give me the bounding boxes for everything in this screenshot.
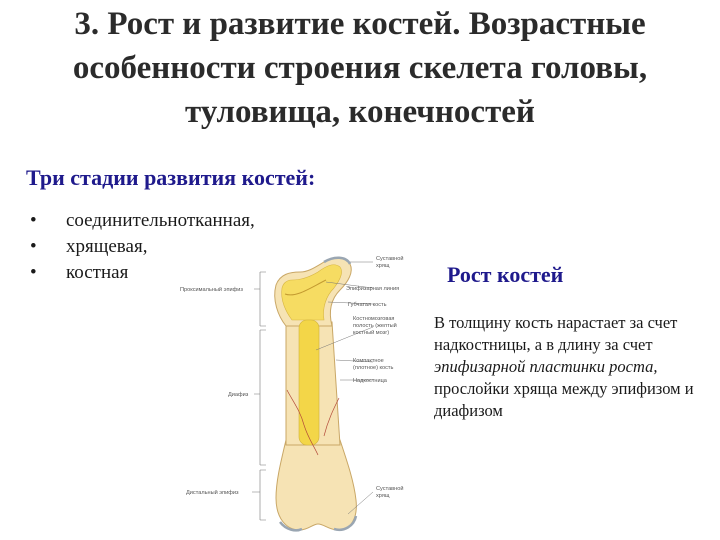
- label-compact-bone-2: (плотное) кость: [353, 365, 394, 371]
- label-epiphyseal-line: Эпифизарная линия: [346, 286, 400, 292]
- label-periosteum: Надкостница: [353, 378, 387, 384]
- growth-text-part-2: прослойки хряща между эпифизом и диафизом: [434, 379, 694, 420]
- title-line-1: 3. Рост и развитие костей. Возрастные: [74, 6, 646, 42]
- label-marrow-cavity-2: полость (желтый: [353, 323, 397, 329]
- label-articular-cartilage-top: Суставной: [376, 256, 404, 262]
- label-diaphysis: Диафиз: [228, 392, 249, 398]
- growth-heading: Рост костей: [447, 262, 564, 287]
- slide-title: [0, 2, 720, 134]
- growth-text-italic: эпифизарной пластинки роста,: [434, 357, 658, 376]
- femur-illustration: [275, 258, 357, 531]
- stages-heading: Три стадии развития костей:: [26, 165, 316, 190]
- growth-text-part-1: В толщину кость нарастает за счет надкостницы, а в длину за счет: [434, 313, 678, 354]
- label-marrow-cavity-3: костный мозг): [353, 330, 390, 336]
- label-articular-cartilage-bottom-2: хрящ: [376, 493, 390, 499]
- label-proximal-epiphysis: Проксимальный эпифиз: [180, 287, 243, 293]
- list-item: • костная: [28, 260, 255, 286]
- label-articular-cartilage-bottom: Суставной: [376, 486, 404, 492]
- list-item: • соединительнотканная,: [28, 208, 255, 234]
- growth-paragraph: [434, 312, 704, 422]
- label-distal-epiphysis: Дистальный эпифиз: [186, 490, 239, 496]
- label-spongy-bone: Губчатая кость: [348, 302, 387, 308]
- label-articular-cartilage-top-2: хрящ: [376, 263, 390, 269]
- label-compact-bone: Компактное: [353, 358, 384, 364]
- list-item: • хрящевая,: [28, 234, 255, 260]
- title-line-3: туловища, конечностей: [185, 94, 535, 130]
- title-line-2: особенности строения скелета головы,: [72, 50, 648, 86]
- bone-diagram: [168, 250, 433, 535]
- label-marrow-cavity: Костномозговая: [353, 316, 395, 322]
